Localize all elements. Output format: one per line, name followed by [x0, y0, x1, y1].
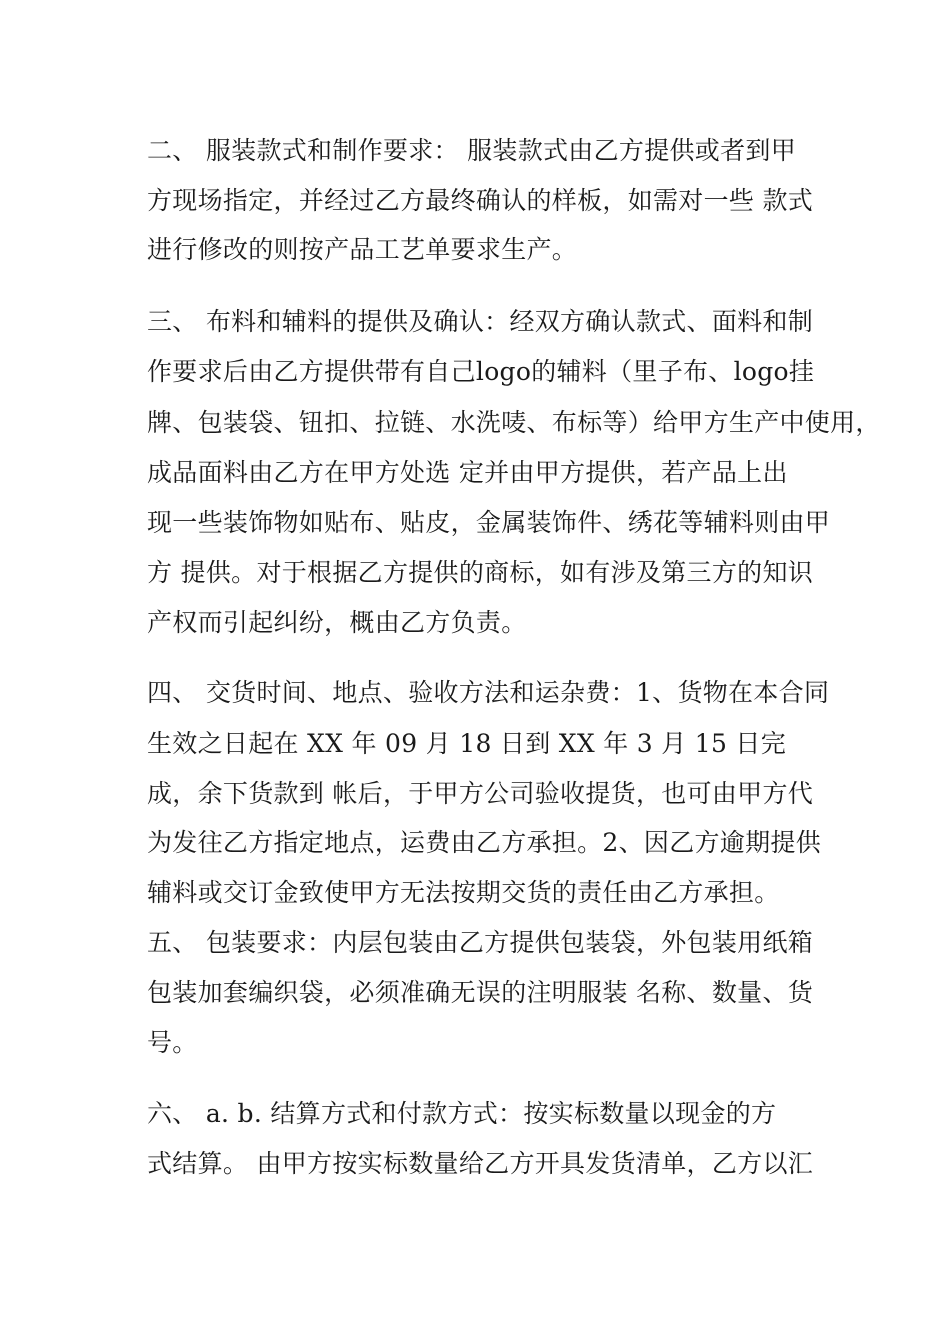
text-line: 方现场指定，并经过乙方最终确认的样板，如需对一些 款式	[147, 186, 814, 215]
text-line: 包装加套编织袋，必须准确无误的注明服装 名称、数量、货	[147, 978, 814, 1007]
text-line: 成，余下货款到 帐后，于甲方公司验收提货，也可由甲方代	[147, 779, 814, 808]
text-line: 方 提供。对于根据乙方提供的商标，如有涉及第三方的知识	[147, 558, 814, 587]
text-line: 四、 交货时间、地点、验收方法和运杂费：1、货物在本合同	[147, 678, 830, 707]
text-line: 为发往乙方指定地点，运费由乙方承担。2、因乙方逾期提供	[147, 828, 822, 857]
text-line: 二、 服装款式和制作要求： 服装款式由乙方提供或者到甲	[147, 136, 796, 165]
text-line: 进行修改的则按产品工艺单要求生产。	[147, 235, 578, 264]
text-line: 作要求后由乙方提供带有自己logo的辅料（里子布、logo挂	[147, 357, 815, 386]
text-line: 三、 布料和辅料的提供及确认：经双方确认款式、面料和制	[147, 307, 814, 336]
text-line: 六、 a. b. 结算方式和付款方式：按实标数量以现金的方	[147, 1099, 777, 1128]
text-line: 成品面料由乙方在甲方处选 定并由甲方提供，若产品上出	[147, 458, 788, 487]
text-line: 式结算。 由甲方按实标数量给乙方开具发货清单，乙方以汇	[147, 1149, 814, 1178]
text-line: 辅料或交订金致使甲方无法按期交货的责任由乙方承担。	[147, 878, 780, 907]
text-line: 现一些装饰物如贴布、贴皮，金属装饰件、绣花等辅料则由甲	[147, 508, 831, 537]
text-line: 五、 包装要求：内层包装由乙方提供包装袋，外包装用纸箱	[147, 928, 814, 957]
text-line: 牌、包装袋、钮扣、拉链、水洗唛、布标等）给甲方生产中使用，	[147, 408, 881, 437]
text-line: 生效之日起在 XX 年 09 月 18 日到 XX 年 3 月 15 日完	[147, 729, 786, 758]
text-line: 号。	[147, 1028, 198, 1057]
text-line: 产权而引起纠纷，概由乙方负责。	[147, 608, 527, 637]
